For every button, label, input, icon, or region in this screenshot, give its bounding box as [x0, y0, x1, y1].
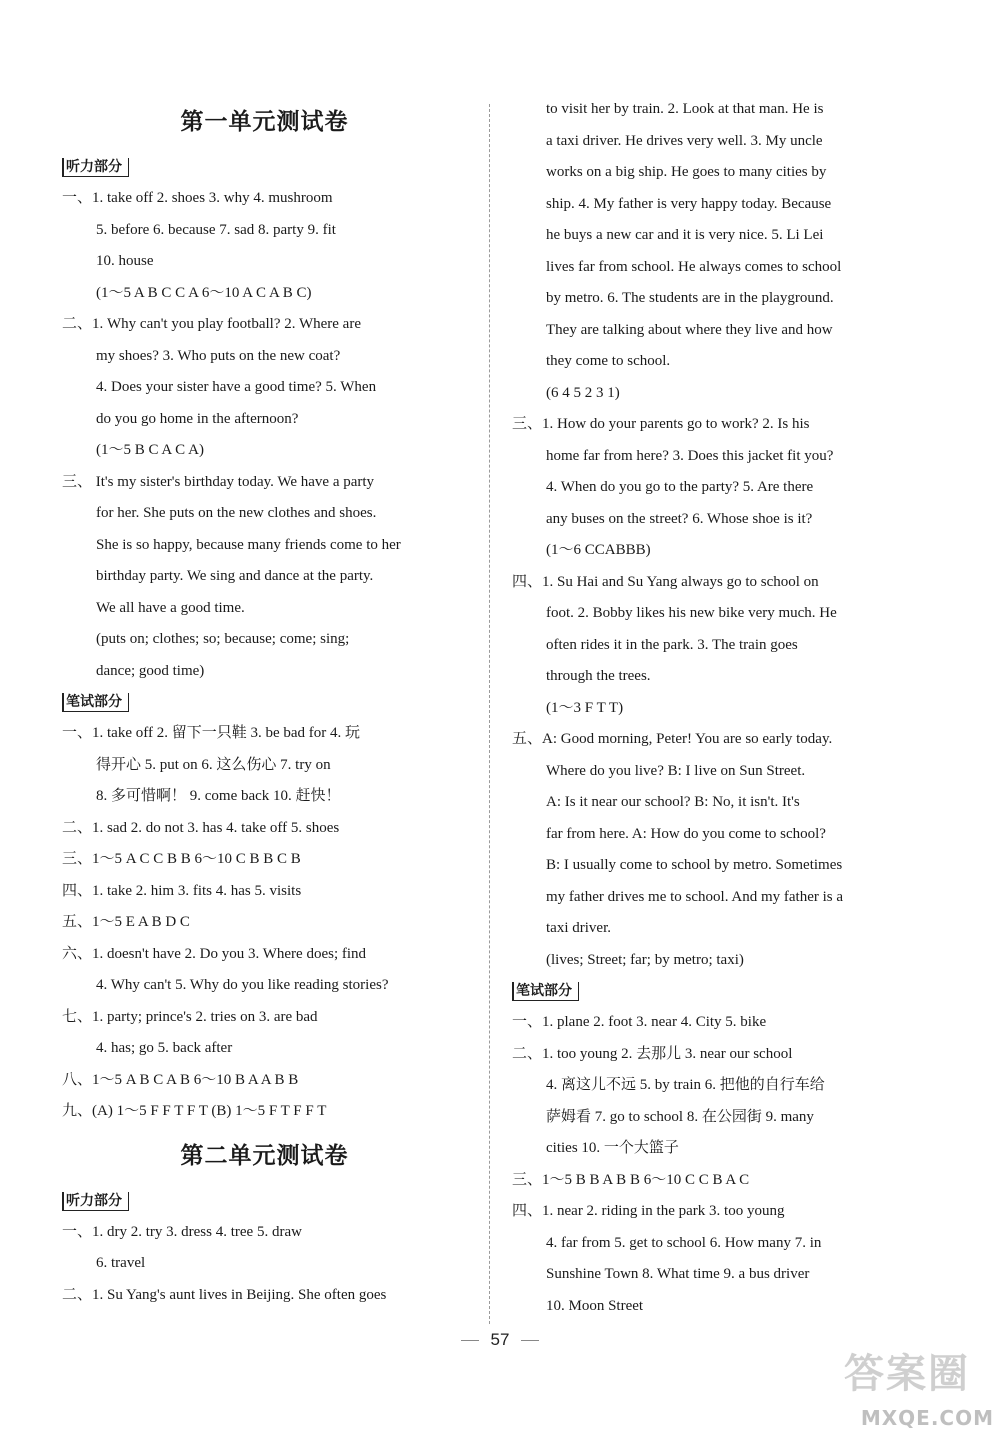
answer-line: (lives; Street; far; by metro; taxi) [546, 951, 744, 968]
answer-line: 10. Moon Street [546, 1297, 644, 1314]
answer-line: dance; good time) [96, 662, 205, 679]
answer-line: through the trees. [546, 668, 651, 684]
answer-line: 二、1. too young 2. 去那儿 3. near our school [512, 1045, 793, 1062]
answer-line: home far from here? 3. Does this jacket fit you? [546, 447, 834, 464]
left-column [62, 94, 467, 1311]
answer-line: 五、1～5 E A B D C [62, 914, 190, 930]
answer-line: 三、 It's my sister's birthday today. We have a party [62, 473, 375, 490]
answer-line: (1～6 CCABBB) [546, 542, 651, 558]
unit1-title: 第一单元测试卷 [180, 109, 349, 135]
answer-line: They are talking about where they live and how [546, 321, 833, 338]
unit2-writing-label: 笔试部分 [512, 982, 579, 1001]
page-number-dash [521, 1340, 539, 1341]
answer-line: 8. 多可惜啊！ 9. come back 10. 赶快！ [96, 788, 341, 804]
answer-line: 4. Does your sister have a good time? 5. When [96, 379, 377, 395]
answer-line: ship. 4. My father is very happy today. Because [546, 195, 832, 212]
answer-line: 八、1～5 A B C A B 6～10 B A A B B [62, 1071, 299, 1088]
answer-line: 5. before 6. because 7. sad 8. party 9. fit [96, 221, 336, 238]
answer-line: do you go home in the afternoon? [96, 410, 299, 427]
answer-line: B: I usually come to school by metro. Sometimes [546, 857, 843, 873]
column-divider [489, 104, 490, 1324]
answer-line: 三、1～5 A C C B B 6～10 C B B C B [62, 851, 301, 867]
answer-line: 二、1. sad 2. do not 3. has 4. take off 5. shoes [62, 819, 340, 836]
unit1-writing-label: 笔试部分 [62, 693, 129, 712]
answer-line: Sunshine Town 8. What time 9. a bus driver [546, 1266, 810, 1282]
answer-line: taxi driver. [546, 920, 611, 936]
answer-line: 二、1. Why can't you play football? 2. Where are [62, 316, 361, 332]
answer-line: they come to school. [546, 353, 671, 369]
page-number-dash [461, 1340, 479, 1341]
answer-line: 4. far from 5. get to school 6. How many 7. in [546, 1234, 822, 1251]
answer-line: 三、1～5 B B A B B 6～10 C C B A C [512, 1171, 750, 1188]
answer-line: (1～5 B C A C A) [96, 442, 204, 458]
answer-line: (6 4 5 2 3 1) [546, 384, 620, 401]
answer-line: far from here. A: How do you come to school? [546, 825, 826, 842]
answer-line: 二、1. Su Yang's aunt lives in Beijing. She often goes [62, 1286, 387, 1303]
answer-line: 四、1. take 2. him 3. fits 4. has 5. visits [62, 882, 302, 899]
answer-line: A: Is it near our school? B: No, it isn't. It's [546, 794, 800, 810]
answer-line: (puts on; clothes; so; because; come; sing; [96, 631, 350, 647]
answer-line: he buys a new car and it is very nice. 5. Li Lei [546, 227, 824, 243]
answer-line: She is so happy, because many friends come to her [96, 536, 401, 553]
answer-line: 4. has; go 5. back after [96, 1040, 233, 1056]
answer-line: 九、(A) 1～5 F F T F T (B) 1～5 F T F F T [62, 1103, 327, 1119]
answer-line: for her. She puts on the new clothes and shoes. [96, 505, 377, 521]
answer-line: 6. travel [96, 1255, 146, 1271]
answer-line: foot. 2. Bobby likes his new bike very much. He [546, 605, 837, 621]
answer-line: lives far from school. He always comes to school [546, 258, 842, 275]
unit2-listening-label: 听力部分 [62, 1192, 129, 1211]
answer-line: 一、1. take off 2. 留下一只鞋 3. be bad for 4. 玩 [62, 725, 361, 741]
watermark-url: MXQE.COM [860, 1406, 994, 1430]
answer-line: 4. Why can't 5. Why do you like reading stories? [96, 977, 389, 993]
right-column [512, 94, 912, 1322]
watermark-logo: 答案圈 [844, 1351, 970, 1397]
page-number-value: 57 [490, 1330, 510, 1349]
answer-line: works on a big ship. He goes to many cities by [546, 164, 827, 180]
answer-line: 四、1. Su Hai and Su Yang always go to school on [512, 573, 819, 590]
answer-line: 五、A: Good morning, Peter! You are so early today. [512, 731, 833, 747]
unit1-listening-label: 听力部分 [62, 158, 129, 177]
answer-line: (1～5 A B C C A 6～10 A C A B C) [96, 284, 312, 301]
answer-line: my shoes? 3. Who puts on the new coat? [96, 347, 341, 364]
answer-line: to visit her by train. 2. Look at that man. He is [546, 101, 824, 117]
answer-line: 六、1. doesn't have 2. Do you 3. Where does; find [62, 945, 367, 962]
site-watermark [838, 1336, 998, 1432]
answer-line: 七、1. party; prince's 2. tries on 3. are bad [62, 1008, 318, 1025]
answer-line: 四、1. near 2. riding in the park 3. too young [512, 1203, 785, 1219]
answer-line: birthday party. We sing and dance at the party. [96, 568, 374, 584]
answer-line: 得开心 5. put on 6. 这么伤心 7. try on [96, 756, 331, 773]
answer-line: a taxi driver. He drives very well. 3. My uncle [546, 132, 823, 149]
answer-line: cities 10. 一个大篮子 [546, 1140, 679, 1156]
answer-line: any buses on the street? 6. Whose shoe is it? [546, 510, 813, 527]
answer-line: by metro. 6. The students are in the playground. [546, 290, 834, 306]
answer-line: 4. 离这儿不远 5. by train 6. 把他的自行车给 [546, 1077, 825, 1093]
answer-line: often rides it in the park. 3. The train goes [546, 636, 798, 653]
answer-line: 10. house [96, 253, 154, 269]
answer-line: 一、1. dry 2. try 3. dress 4. tree 5. draw [62, 1223, 302, 1240]
answer-line: 4. When do you go to the party? 5. Are there [546, 479, 814, 495]
answer-line: 萨姆看 7. go to school 8. 在公园街 9. many [546, 1108, 814, 1125]
unit2-title: 第二单元测试卷 [180, 1142, 349, 1169]
answer-line: (1～3 F T T) [546, 699, 624, 716]
answer-line: 一、1. take off 2. shoes 3. why 4. mushroom [62, 190, 333, 206]
answer-line: 三、1. How do your parents go to work? 2. Is his [512, 416, 810, 432]
answer-line: Where do you live? B: I live on Sun Street. [546, 762, 806, 779]
answer-line: 一、1. plane 2. foot 3. near 4. City 5. bike [512, 1014, 767, 1030]
answer-line: my father drives me to school. And my father is a [546, 888, 844, 905]
answer-line: We all have a good time. [96, 599, 245, 616]
